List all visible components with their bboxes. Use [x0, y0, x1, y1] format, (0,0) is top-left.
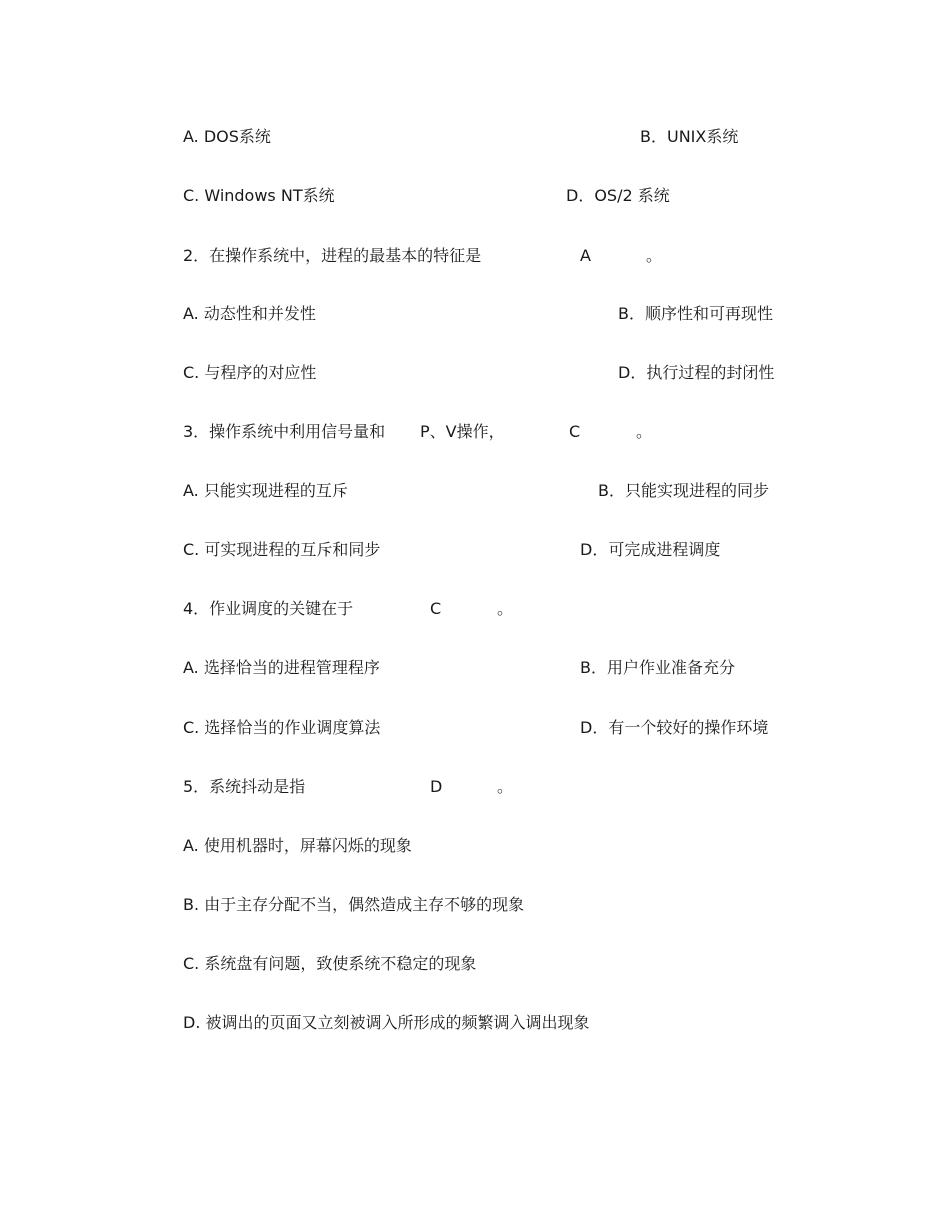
option-c: C. 系统盘有问题，致使系统不稳定的现象 — [183, 954, 477, 973]
question-5-option-d — [0, 1011, 950, 1035]
answer-letter: C — [430, 599, 442, 618]
option-c: C. 可实现进程的互斥和同步 — [183, 540, 381, 559]
option-c: C. 与程序的对应性 — [183, 363, 317, 382]
question-4-options-row-2 — [0, 716, 950, 740]
option-b: B．只能实现进程的同步 — [598, 481, 769, 500]
question-4-options-row-1 — [0, 656, 950, 680]
question-text: 5．系统抖动是指 — [183, 777, 306, 796]
option-c: C. 选择恰当的作业调度算法 — [183, 718, 381, 737]
answer-letter: A — [580, 246, 591, 265]
question-5-option-a — [0, 834, 950, 858]
option-d: D．OS/2 系统 — [566, 186, 670, 205]
q1-options-row-2 — [0, 184, 950, 208]
question-3-options-row-1 — [0, 479, 950, 503]
end-mark: 。 — [636, 422, 653, 441]
question-2-options-row-1 — [0, 302, 950, 326]
question-5-option-b — [0, 893, 950, 917]
option-a: A. 使用机器时，屏幕闪烁的现象 — [183, 836, 412, 855]
question-5-option-c — [0, 952, 950, 976]
question-text: 3．操作系统中利用信号量和 — [183, 422, 386, 441]
question-4-stem — [0, 597, 950, 621]
option-d: D．可完成进程调度 — [580, 540, 721, 559]
option-b: B. 由于主存分配不当，偶然造成主存不够的现象 — [183, 895, 525, 914]
option-b: B．UNIX系统 — [640, 127, 739, 146]
option-d: D. 被调出的页面又立刻被调入所形成的频繁调入调出现象 — [183, 1013, 590, 1032]
option-a: A. DOS系统 — [183, 127, 271, 146]
question-3-stem — [0, 420, 950, 444]
question-text: 4．作业调度的关键在于 — [183, 599, 354, 618]
q1-options-row-1 — [0, 125, 950, 149]
answer-letter: C — [569, 422, 581, 441]
option-a: A. 选择恰当的进程管理程序 — [183, 658, 380, 677]
question-3-options-row-2 — [0, 538, 950, 562]
option-b: B．顺序性和可再现性 — [618, 304, 773, 323]
question-2-options-row-2 — [0, 361, 950, 385]
option-c: C. Windows NT系统 — [183, 186, 335, 205]
end-mark: 。 — [497, 777, 514, 796]
question-text-cont: P、V操作， — [420, 422, 505, 441]
option-b: B．用户作业准备充分 — [580, 658, 735, 677]
option-d: D．有一个较好的操作环境 — [580, 718, 769, 737]
option-d: D．执行过程的封闭性 — [618, 363, 775, 382]
question-5-stem — [0, 775, 950, 799]
end-mark: 。 — [497, 599, 514, 618]
option-a: A. 只能实现进程的互斥 — [183, 481, 348, 500]
end-mark: 。 — [646, 246, 663, 265]
answer-letter: D — [430, 777, 443, 796]
question-text: 2．在操作系统中，进程的最基本的特征是 — [183, 246, 482, 265]
option-a: A. 动态性和并发性 — [183, 304, 316, 323]
question-2-stem — [0, 244, 950, 268]
